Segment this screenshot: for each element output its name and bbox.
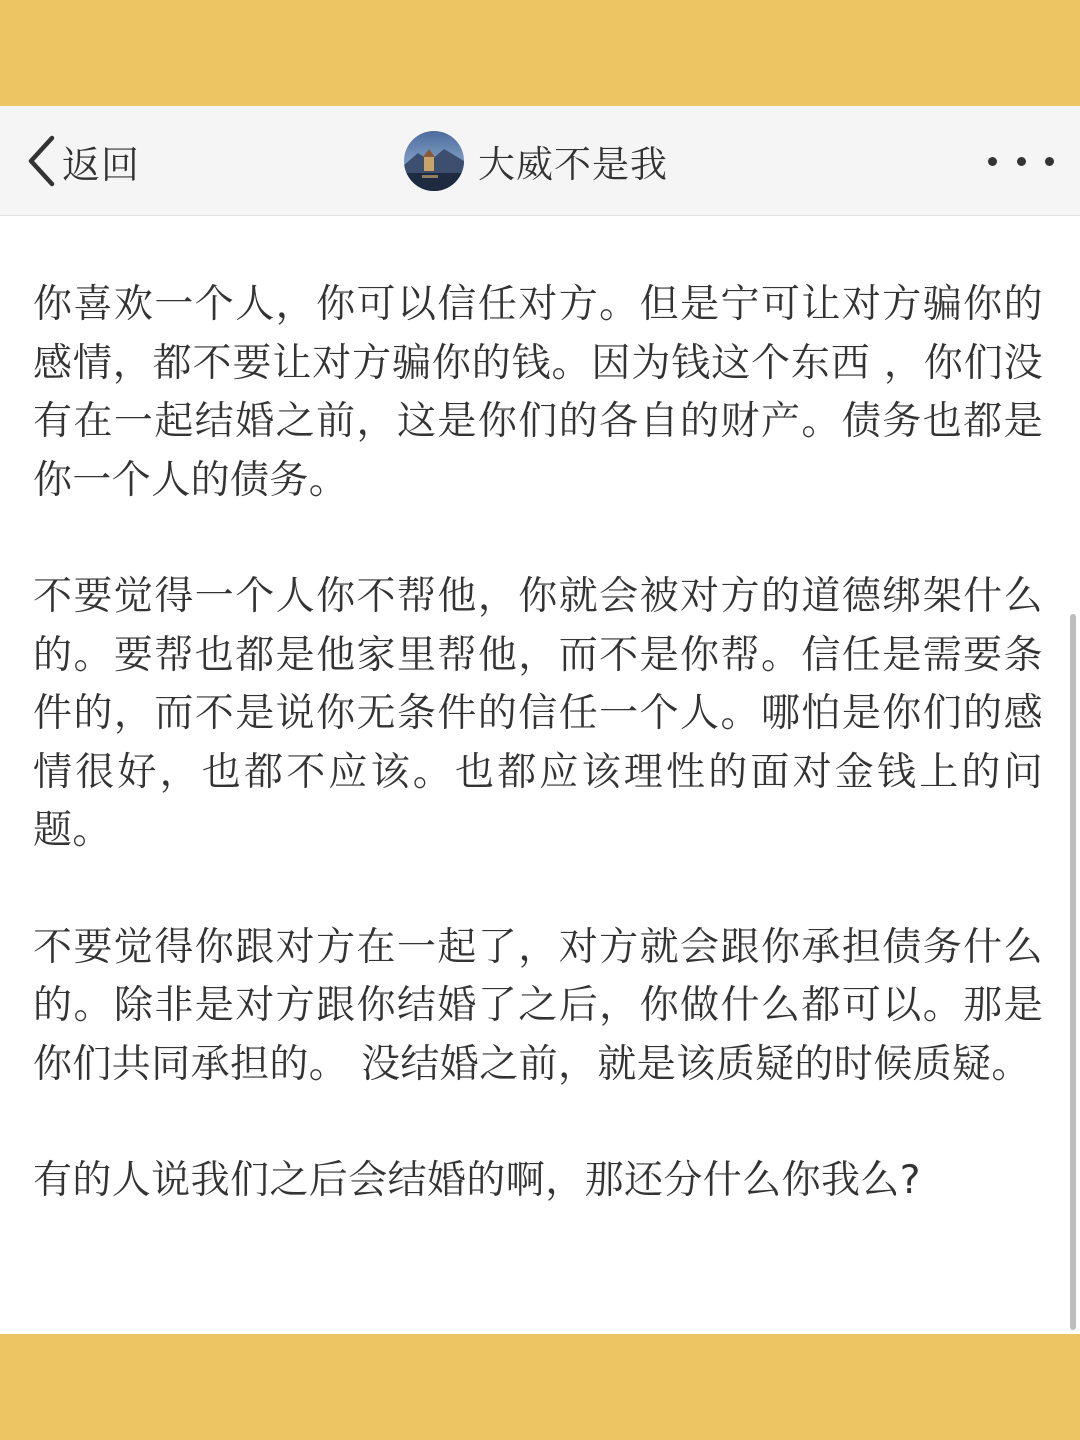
bottom-decorative-band — [0, 1334, 1080, 1440]
more-dots-icon — [1045, 157, 1054, 166]
scrollbar[interactable] — [1070, 614, 1076, 1330]
top-navigation-bar — [0, 106, 1080, 216]
more-dots-icon — [1017, 157, 1026, 166]
chevron-left-icon — [26, 135, 56, 187]
back-button[interactable] — [26, 134, 140, 188]
back-label: 返回 — [62, 142, 141, 187]
author-profile[interactable] — [404, 131, 668, 191]
top-decorative-band — [0, 0, 1080, 106]
post-paragraph: 你喜欢一个人，你可以信任对方。但是宁可让对方骗你的感情，都不要让对方骗你的钱。因为钱这个东西 ，你们没有在一起结婚之前，这是你们的各自的财产。债务也都是你一个人的债务。 — [33, 282, 1043, 503]
post-paragraph: 有的人说我们之后会结婚的啊，那还分什么你我么? — [33, 1158, 921, 1203]
post-paragraph: 不要觉得一个人你不帮他，你就会被对方的道德绑架什么的。要帮也都是他家里帮他，而不是你帮。信任是需要条件的，而不是说你无条件的信任一个人。哪怕是你们的感情很好，也都不应该。也都应该理性的面对金钱上的问题。 — [33, 574, 1043, 853]
more-dots-icon — [988, 157, 997, 166]
post-content — [33, 276, 1043, 1269]
author-name[interactable]: 大威不是我 — [478, 143, 668, 186]
avatar[interactable] — [404, 131, 464, 191]
post-paragraph: 不要觉得你跟对方在一起了，对方就会跟你承担债务什么的。除非是对方跟你结婚了之后，你做什么都可以。那是你们共同承担的。 没结婚之前，就是该质疑的时候质疑。 — [33, 924, 1043, 1087]
more-options-button[interactable] — [988, 146, 1054, 176]
